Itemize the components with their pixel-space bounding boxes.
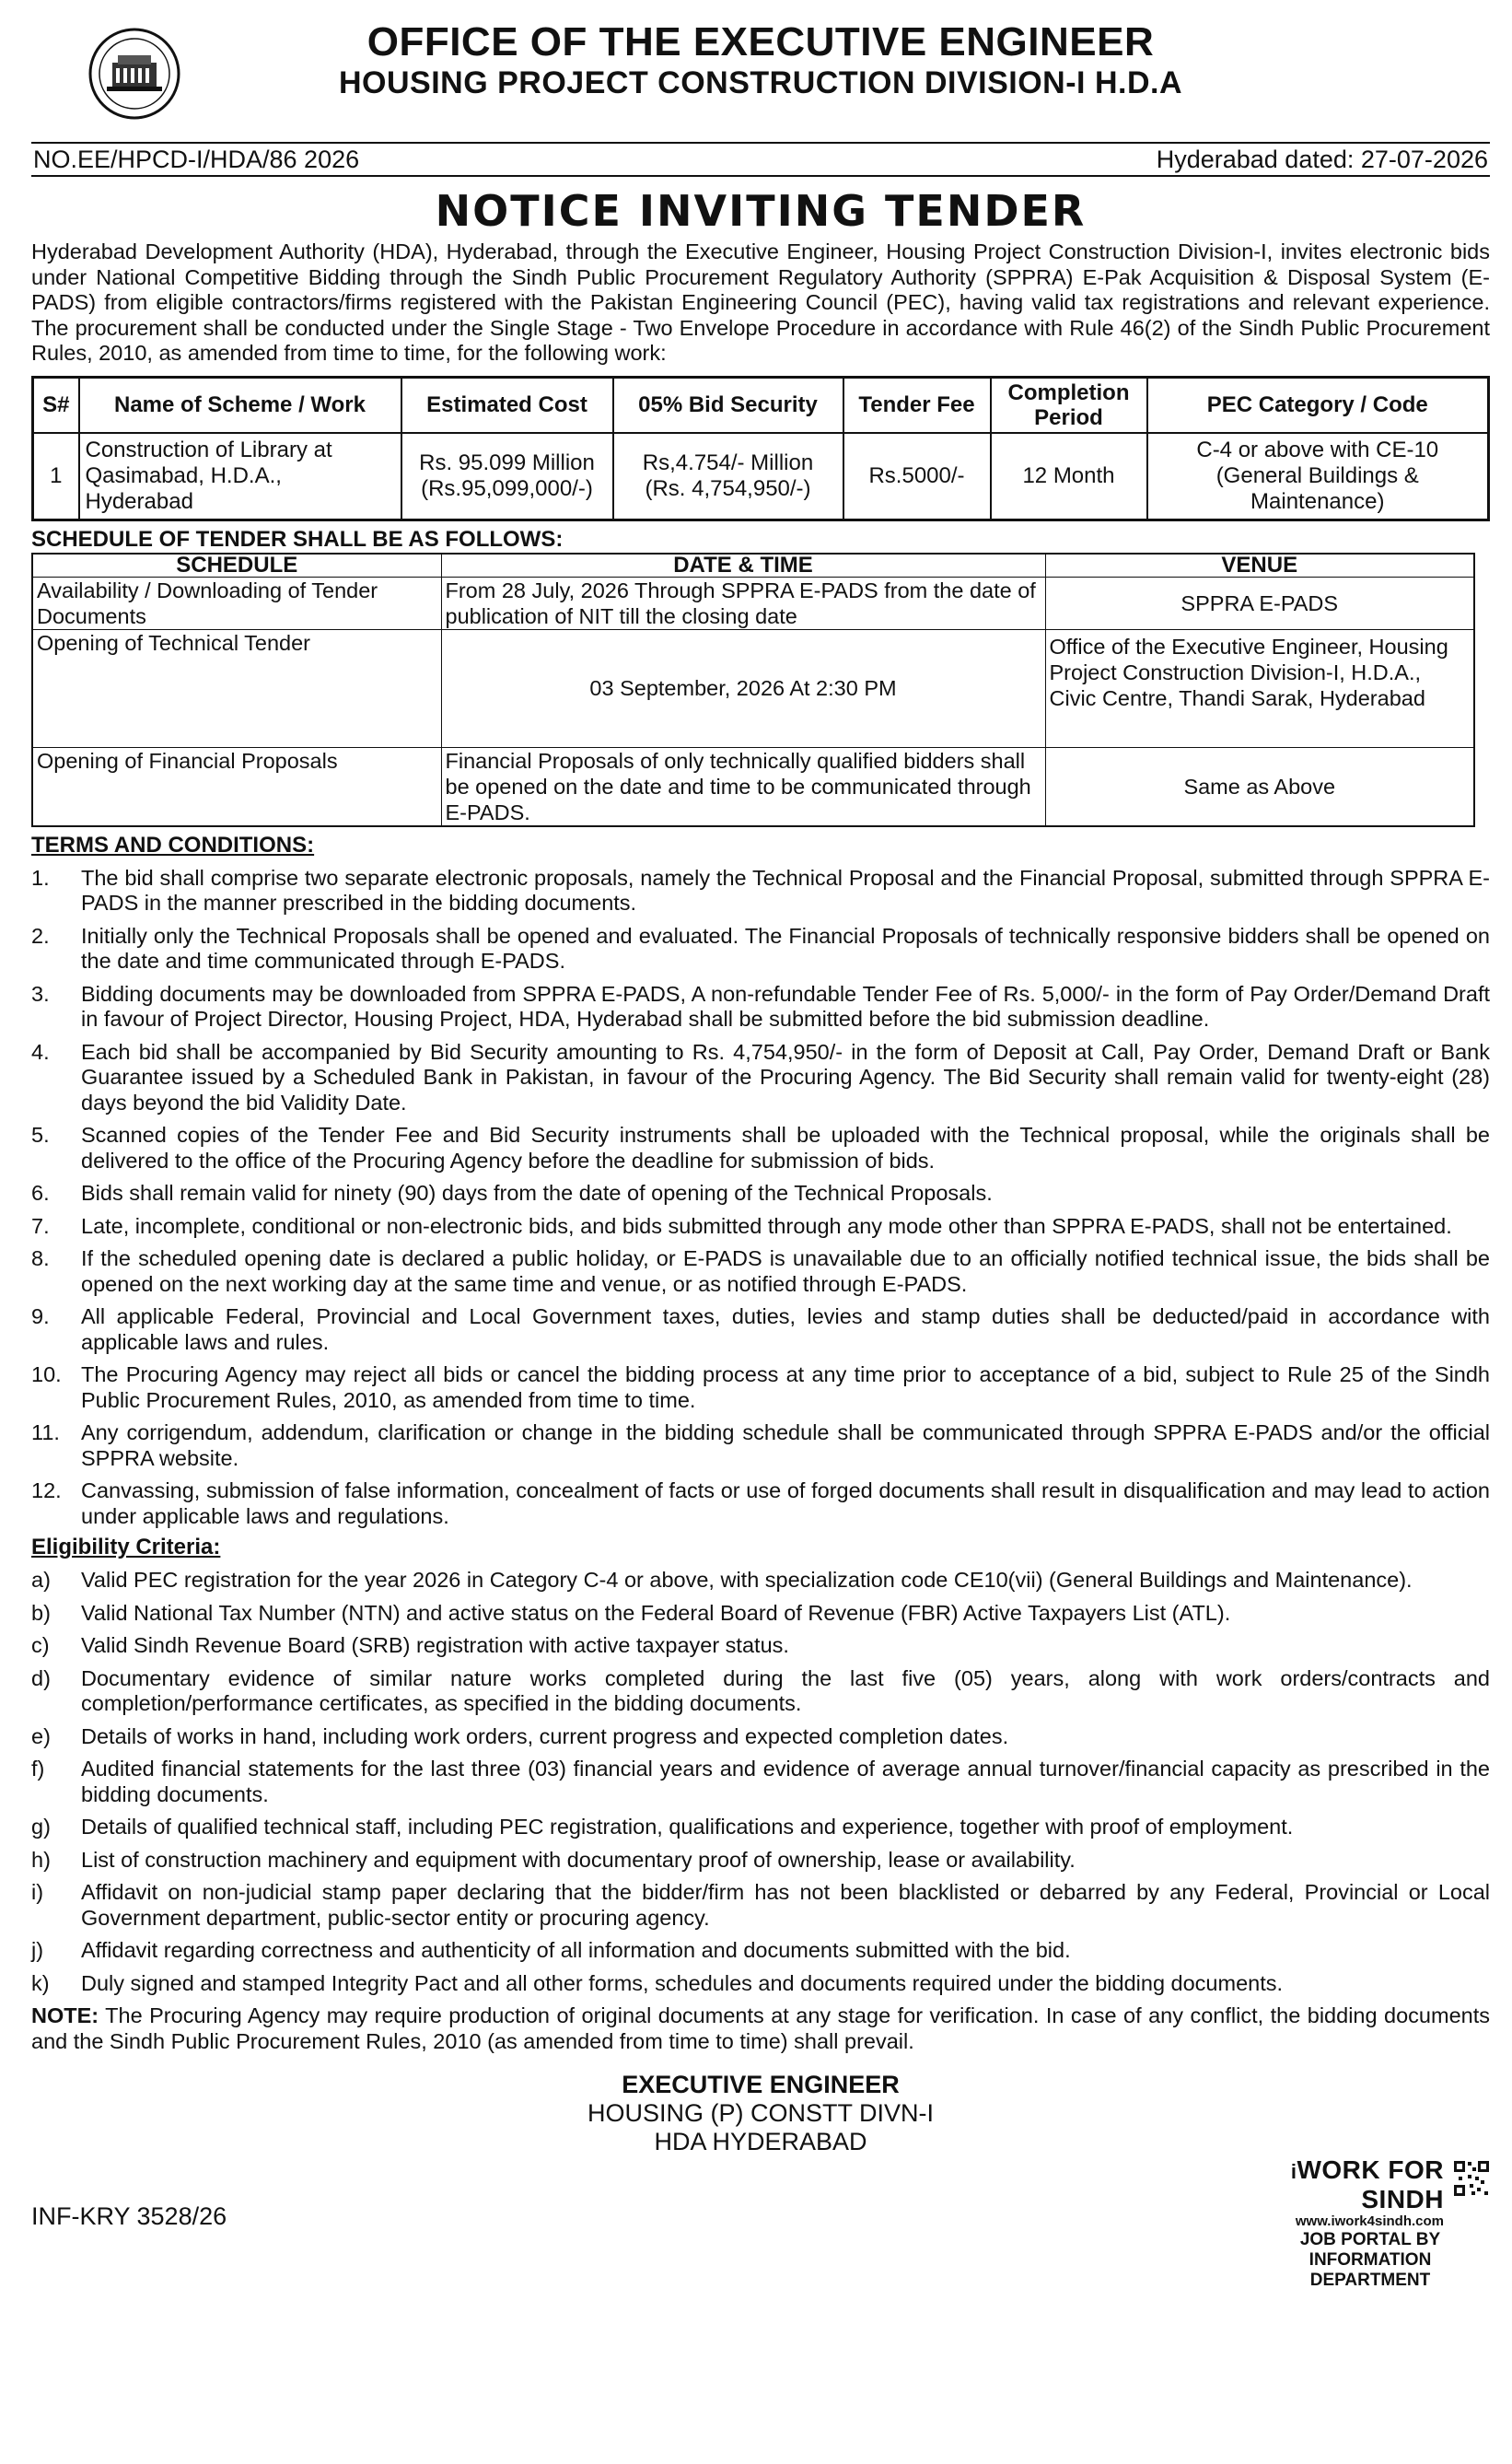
venue-cell: Office of the Executive Engineer, Housing Project Construction Division-I, H.D.A., Civic Centre, Thandi Sarak, Hyderabad — [1045, 629, 1474, 747]
portal-line-2: INFORMATION DEPARTMENT — [1308, 2250, 1432, 2290]
notice-title: NOTICE INVITING TENDER — [435, 186, 1087, 236]
signatory-location: HDA HYDERABAD — [654, 2128, 867, 2155]
eligibility-heading: Eligibility Criteria: — [31, 1535, 221, 1559]
portal-line-1: JOB PORTAL BY — [1299, 2230, 1441, 2249]
pec-category-cell: C-4 or above with CE-10 (General Buildings & Maintenance) — [1147, 433, 1489, 520]
letterhead — [31, 20, 1490, 123]
col-header: Completion Period — [991, 377, 1147, 433]
list-item: 7. Late, incomplete, conditional or non-electronic bids, and bids submitted through any mode other than SPPRA E-PADS, shall not be entertained. — [31, 1213, 1452, 1238]
issue-date: Hyderabad dated: 27-07-2026 — [1156, 145, 1488, 173]
schedule-cell: Opening of Financial Proposals — [32, 747, 441, 826]
signatory-title: EXECUTIVE ENGINEER — [622, 2071, 900, 2098]
schedule-table-header — [32, 554, 1474, 578]
list-item: 4. Each bid shall be accompanied by Bid Security amounting to Rs. 4,754,950/- in the form of Deposit at Call, Pay Order, Demand Draft or Bank Guarantee issued by a Scheduled Bank in Pakistan, in favour of the Procuring Agency. The Bid Security shall remain valid for twenty-eight (28) days beyond the bid Validity Date. — [31, 1039, 1490, 1115]
list-item: 8. If the scheduled opening date is declared a public holiday, or E-PADS is unavailable due to an officially notified technical issue, the bids shall be opened on the next working day at the same time and venue, or as notified through E-PADS. — [31, 1246, 1490, 1296]
col-header: S# — [33, 377, 79, 433]
intro-paragraph: Hyderabad Development Authority (HDA), Hyderabad, through the Executive Engineer, Housing Project Construction Division-I, invites electronic bids under National Competitive Bidding through the Sindh Public Procurement Regulatory Authority (SPPRA) E-Pak Acquisition & Disposal System (E-PADS) from eligible contractors/firms registered with the Pakistan Engineering Council (PEC), having valid tax registrations and relevant experience. The procurement shall be conducted under the Single Stage - Two Envelope Procedure in accordance with Rule 46(2) of the Sindh Public Procurement Rules, 2010, as amended from time to time, for the following work: — [31, 239, 1490, 365]
list-item: b) Valid National Tax Number (NTN) and active status on the Federal Board of Revenue (FBR) Active Taxpayers List (ATL). — [31, 1600, 1231, 1625]
division-subtitle: HOUSING PROJECT CONSTRUCTION DIVISION-I H.D.A — [339, 65, 1182, 100]
list-item: 5. Scanned copies of the Tender Fee and Bid Security instruments shall be uploaded with the Technical proposal, while the originals shall be delivered to the office of the Procuring Agency before the deadline for submission of bids. — [31, 1123, 1490, 1173]
table-row — [32, 577, 1474, 629]
note-label: NOTE: — [31, 2003, 99, 2027]
list-item: 11. Any corrigendum, addendum, clarification or change in the bidding schedule shall be communicated through SPPRA E-PADS and/or the official SPPRA website. — [31, 1420, 1490, 1470]
portal-name: iWORK FOR SINDH — [1290, 2155, 1444, 2213]
note-paragraph — [31, 2003, 1490, 2054]
footer — [31, 2155, 1490, 2290]
notice-page — [31, 19, 1490, 2290]
eligibility-list — [31, 1568, 1490, 1996]
list-item: 12. Canvassing, submission of false information, concealment of facts or use of forged documents shall result in disqualification and may lead to action under applicable laws and regulations. — [31, 1478, 1490, 1528]
terms-heading: TERMS AND CONDITIONS: — [31, 832, 315, 858]
col-header: Estimated Cost — [401, 377, 613, 433]
estimated-cost-cell: Rs. 95.099 Million (Rs.95,099,000/-) — [401, 433, 613, 520]
signatory-division: HOUSING (P) CONSTT DIVN-I — [587, 2099, 934, 2127]
bid-security-cell: Rs,4.754/- Million (Rs. 4,754,950/-) — [613, 433, 843, 520]
qr-code-icon — [1453, 2160, 1490, 2197]
table-row — [32, 629, 1474, 747]
reference-line — [31, 142, 1490, 177]
schedule-cell: Availability / Downloading of Tender Documents — [32, 577, 441, 629]
office-title: OFFICE OF THE EXECUTIVE ENGINEER — [366, 19, 1155, 64]
list-item: a) Valid PEC registration for the year 2026 in Category C-4 or above, with specialization code CE10(vii) (General Buildings and Maintenance). — [31, 1568, 1413, 1592]
portal-url: www.iwork4sindh.com — [1295, 2213, 1444, 2229]
note-text: The Procuring Agency may require production of original documents at any stage for verification. In case of any conflict, the bidding documents and the Sindh Public Procurement Rules, 2010 (as amended from time to time) shall prevail. — [31, 2003, 1490, 2053]
scheme-name-cell: Construction of Library at Qasimabad, H.D.A., Hyderabad — [79, 433, 401, 520]
list-item: j) Affidavit regarding correctness and authenticity of all information and documents submitted with the bid. — [31, 1938, 1071, 1962]
col-header: DATE & TIME — [441, 554, 1045, 578]
schedule-heading: SCHEDULE OF TENDER SHALL BE AS FOLLOWS: — [31, 526, 564, 552]
datetime-cell: Financial Proposals of only technically qualified bidders shall be opened on the date and time to be communicated through E-PADS. — [441, 747, 1045, 826]
completion-period-cell: 12 Month — [991, 433, 1147, 520]
works-table-header — [33, 377, 1489, 433]
inf-reference: INF-KRY 3528/26 — [31, 2202, 227, 2230]
list-item: h) List of construction machinery and equipment with documentary proof of ownership, lease or availability. — [31, 1847, 1076, 1872]
list-item: d) Documentary evidence of similar nature works completed during the last five (05) years, along with work orders/contracts and completion/performance certificates, as specified in the bidding documents. — [31, 1665, 1490, 1715]
col-header: PEC Category / Code — [1147, 377, 1489, 433]
signature-block — [31, 2071, 1490, 2156]
list-item: k) Duly signed and stamped Integrity Pact and all other forms, schedules and documents required under the bidding documents. — [31, 1970, 1284, 1995]
list-item: f) Audited financial statements for the last three (03) financial years and evidence of average annual turnover/financial capacity as prescribed in the bidding documents. — [31, 1757, 1490, 1806]
col-header: 05% Bid Security — [613, 377, 843, 433]
list-item: 1. The bid shall comprise two separate electronic proposals, namely the Technical Proposal and the Financial Proposal, submitted through SPPRA E-PADS in the manner prescribed in the bidding documents. — [31, 865, 1490, 915]
list-item: g) Details of qualified technical staff, including PEC registration, qualifications and experience, together with proof of employment. — [31, 1815, 1294, 1839]
terms-list — [31, 866, 1490, 1530]
job-portal-badge — [1214, 2156, 1490, 2291]
col-header: VENUE — [1045, 554, 1474, 578]
list-item: i) Affidavit on non-judicial stamp paper declaring that the bidder/firm has not been blacklisted or debarred by any Federal, Provincial or Local Government department, public-sector entity or procuring agency. — [31, 1880, 1490, 1930]
works-table — [31, 376, 1490, 521]
venue-cell: SPPRA E-PADS — [1045, 577, 1474, 629]
list-item: e) Details of works in hand, including work orders, current progress and expected completion dates. — [31, 1723, 1009, 1748]
table-row — [32, 747, 1474, 826]
venue-cell: Same as Above — [1045, 747, 1474, 826]
tender-fee-cell: Rs.5000/- — [843, 433, 991, 520]
list-item: 9. All applicable Federal, Provincial and Local Government taxes, duties, levies and stamp duties shall be deducted/paid in accordance with applicable laws and rules. — [31, 1304, 1490, 1354]
serial-cell: 1 — [33, 433, 79, 520]
hda-seal-logo — [87, 26, 182, 122]
list-item: c) Valid Sindh Revenue Board (SRB) registration with active taxpayer status. — [31, 1633, 789, 1657]
schedule-table — [31, 553, 1475, 827]
list-item: 10. The Procuring Agency may reject all bids or cancel the bidding process at any time prior to acceptance of a bid, subject to Rule 25 of the Sindh Public Procurement Rules, 2010, as amended from time to time. — [31, 1362, 1490, 1412]
col-header: Name of Scheme / Work — [79, 377, 401, 433]
datetime-cell: From 28 July, 2026 Through SPPRA E-PADS from the date of publication of NIT till the closing date — [441, 577, 1045, 629]
list-item: 3. Bidding documents may be downloaded from SPPRA E-PADS, A non-refundable Tender Fee of Rs. 5,000/- in the form of Pay Order/Demand Draft in favour of Project Director, Housing Project, HDA, Hyderabad shall be submitted before the bid submission deadline. — [31, 981, 1490, 1031]
col-header: SCHEDULE — [32, 554, 441, 578]
table-row — [33, 433, 1489, 520]
schedule-cell: Opening of Technical Tender — [32, 629, 441, 747]
datetime-cell: 03 September, 2026 At 2:30 PM — [441, 629, 1045, 747]
list-item: 2. Initially only the Technical Proposals shall be opened and evaluated. The Financial Proposals of technically responsive bidders shall be opened on the date and time communicated through E-PADS. — [31, 923, 1490, 973]
col-header: Tender Fee — [843, 377, 991, 433]
reference-number: NO.EE/HPCD-I/HDA/86 2026 — [33, 145, 360, 173]
list-item: 6. Bids shall remain valid for ninety (90) days from the date of opening of the Technical Proposals. — [31, 1181, 993, 1205]
